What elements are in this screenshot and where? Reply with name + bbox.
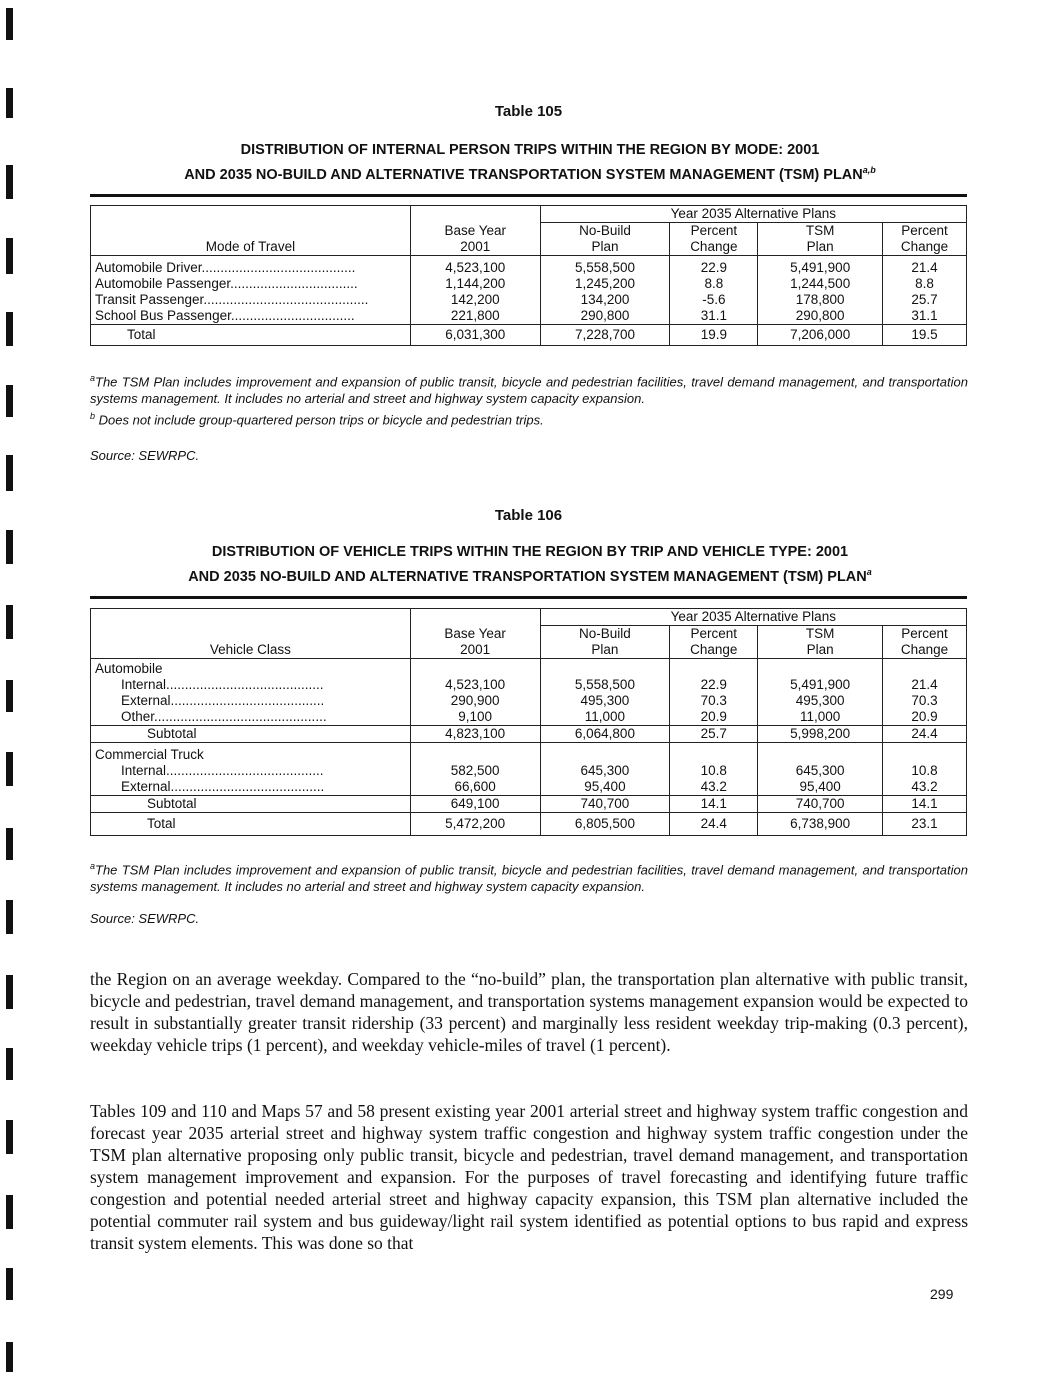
page-number: 299 bbox=[930, 1286, 954, 1302]
table-105-col-nobuild-2: Plan bbox=[540, 239, 670, 256]
table-106-heading-line1: DISTRIBUTION OF VEHICLE TRIPS WITHIN THE REGION BY TRIP AND VEHICLE TYPE: 2001 bbox=[211, 544, 849, 560]
table-106-col-nobuild-1: No-Build bbox=[540, 626, 670, 643]
table-row: Other.............................................. 9,100 11,000 20.9 11,000 20.9 bbox=[91, 709, 967, 726]
table-105-heading-line1: DISTRIBUTION OF INTERNAL PERSON TRIPS WITHIN THE REGION BY MODE: 2001 bbox=[240, 142, 820, 158]
table-105-top-rule bbox=[90, 194, 967, 197]
table-105-col-base-2: 2001 bbox=[410, 239, 540, 256]
body-paragraph-1: the Region on an average weekday. Compared to the “no-build” plan, the transportation plan alternative with public transit, bicycle and pedestrian, travel demand management, and transportation systems management expansion would be expected to result in substantially greater transit ridership (33 percent) and marginally less resident weekday trip-making (0.3 percent), weekday vehicle trips (1 percent), and weekday vehicle-miles of travel (1 percent). bbox=[90, 969, 968, 1055]
table-106-top-rule bbox=[90, 596, 967, 599]
table-105-group-header: Year 2035 Alternative Plans bbox=[540, 206, 966, 223]
table-105-col-base-1: Base Year bbox=[410, 223, 540, 240]
table-106-note-a: $^a$The TSM Plan includes improvement and expansion of public transit, bicycle and pedestrian facilities, travel demand management, and transportation systems management. It includes no arterial and street and highway system capacity expansion. bbox=[90, 861, 968, 895]
table-106-group-header: Year 2035 Alternative Plans bbox=[540, 609, 966, 626]
table-106-label: Table 106 bbox=[494, 507, 563, 524]
table-subtotal-row: Subtotal 649,100 740,700 14.1 740,700 14.1 bbox=[91, 796, 967, 813]
table-105-heading-line2: AND 2035 NO-BUILD AND ALTERNATIVE TRANSPORTATION SYSTEM MANAGEMENT (TSM) PLAN$^{a,b}$ bbox=[184, 165, 876, 183]
table-106-heading-footnote-mark: a bbox=[866, 567, 872, 577]
table-106-heading-line2: AND 2035 NO-BUILD AND ALTERNATIVE TRANSPORTATION SYSTEM MANAGEMENT (TSM) PLAN$^a$ bbox=[188, 567, 872, 585]
table-row: External......................................... 290,900 495,300 70.3 495,300 70.3 bbox=[91, 693, 967, 709]
table-subtotal-row: Subtotal 4,823,100 6,064,800 25.7 5,998,200 24.4 bbox=[91, 726, 967, 743]
table-105-col-pct1-2: Change bbox=[670, 239, 758, 256]
table-105-col-tsm-1: TSM bbox=[758, 223, 883, 240]
table-106-col-tsm-2: Plan bbox=[758, 642, 883, 659]
table-row: Internal.......................................... 582,500 645,300 10.8 645,300 10.8 bbox=[91, 763, 967, 779]
table-105-note-a: $^a$The TSM Plan includes improvement and expansion of public transit, bicycle and pedestrian facilities, travel demand management, and transportation systems management. It includes no arterial and street and highway system capacity expansion. bbox=[90, 373, 968, 407]
table-row: Transit Passenger............................................ 142,200 134,200 -5.6 178,800 25.7 bbox=[91, 292, 967, 308]
table-106-col-base-1: Base Year bbox=[410, 626, 540, 643]
table-total-row: Total 5,472,200 6,805,500 24.4 6,738,900 23.1 bbox=[91, 813, 967, 836]
table-106-col-pct1-2: Change bbox=[670, 642, 758, 659]
table-106-col-pct1-1: Percent bbox=[670, 626, 758, 643]
body-paragraph-2: Tables 109 and 110 and Maps 57 and 58 present existing year 2001 arterial street and highway system traffic congestion and forecast year 2035 arterial street and highway system traffic congestion and highway system traffic congestion under the TSM plan alternative proposing only public transit, bicycle and pedestrian, travel demand management, and transportation system management improvement and expansion. For the purposes of travel forecasting and identifying future traffic congestion and potential needed arterial street and highway capacity expansion, this TSM plan alternative included the potential commuter rail system and bus guideway/light rail system identified as potential options to bus rapid and express transit system elements. This was done so that bbox=[90, 1101, 968, 1253]
table-row: Automobile Driver......................................... 4,523,100 5,558,500 22.9 5,491,900 21.4 bbox=[91, 256, 967, 277]
table-105-col-nobuild-1: No-Build bbox=[540, 223, 670, 240]
table-total-row: Total 6,031,300 7,228,700 19.9 7,206,000 19.5 bbox=[91, 325, 967, 346]
table-106-col-nobuild-2: Plan bbox=[540, 642, 670, 659]
table-row: External......................................... 66,600 95,400 43.2 95,400 43.2 bbox=[91, 779, 967, 796]
table-106-col-base-2: 2001 bbox=[410, 642, 540, 659]
table-106-col-pct2-1: Percent bbox=[883, 626, 967, 643]
table-row: Automobile Passenger.................................. 1,144,200 1,245,200 8.8 1,244,500 8.8 bbox=[91, 276, 967, 292]
table-106-col-pct2-2: Change bbox=[883, 642, 967, 659]
table-106-heading bbox=[90, 542, 970, 587]
table-105-col-pct2-1: Percent bbox=[883, 223, 967, 240]
table-105-col-tsm-2: Plan bbox=[758, 239, 883, 256]
table-105-col-mode: Mode of Travel bbox=[91, 239, 411, 256]
table-105 bbox=[90, 205, 967, 346]
table-row: School Bus Passenger................................. 221,800 290,800 31.1 290,800 31.1 bbox=[91, 308, 967, 325]
table-105-heading-footnote-mark: a,b bbox=[862, 165, 876, 175]
table-106-source: Source: SEWRPC. bbox=[90, 911, 200, 926]
table-106-col-tsm-1: TSM bbox=[758, 626, 883, 643]
table-105-note-b: $^b$ Does not include group-quartered person trips or bicycle and pedestrian trips. bbox=[90, 411, 544, 428]
table-106 bbox=[90, 608, 967, 836]
table-105-source: Source: SEWRPC. bbox=[90, 448, 200, 463]
table-group-row: Commercial Truck bbox=[91, 743, 967, 764]
table-105-col-pct1-1: Percent bbox=[670, 223, 758, 240]
table-105-col-pct2-2: Change bbox=[883, 239, 967, 256]
table-105-label: Table 105 bbox=[494, 103, 563, 120]
table-row: Internal.......................................... 4,523,100 5,558,500 22.9 5,491,900 21.4 bbox=[91, 677, 967, 693]
table-105-heading bbox=[90, 140, 970, 185]
table-106-col-vehicle-class: Vehicle Class bbox=[91, 642, 411, 659]
table-group-row: Automobile bbox=[91, 659, 967, 678]
